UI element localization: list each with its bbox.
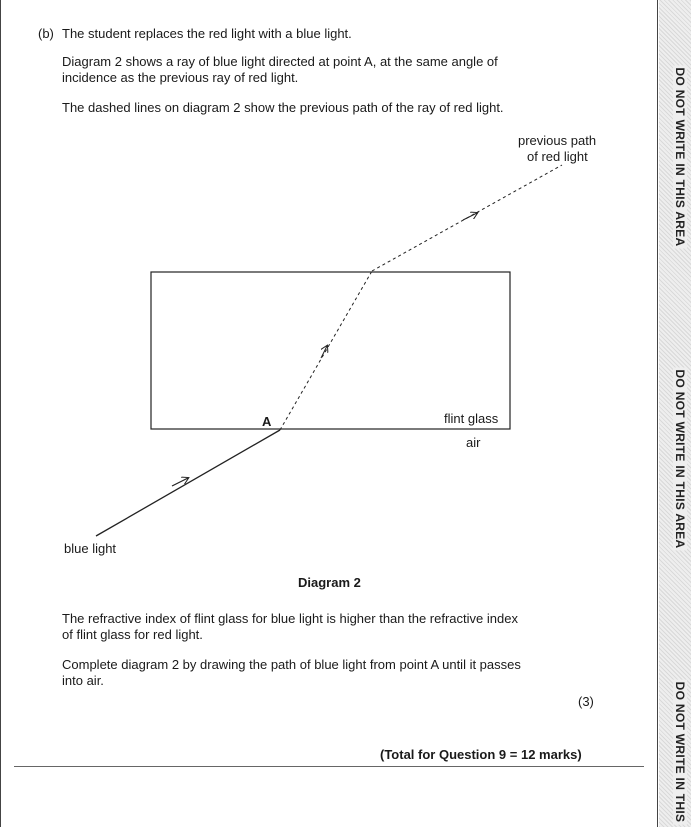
point-a-label: A: [262, 414, 272, 429]
total-marks: (Total for Question 9 = 12 marks): [380, 747, 582, 762]
glass-block: [151, 272, 510, 429]
red-path-in-glass: [280, 271, 372, 430]
diagram-caption: Diagram 2: [298, 575, 361, 590]
incident-ray: [96, 430, 280, 536]
margin-warning-middle: DO NOT WRITE IN THIS AREA: [673, 369, 687, 549]
intro-text: The student replaces the red light with a blue light.: [62, 26, 352, 41]
flint-glass-label: flint glass: [444, 411, 499, 426]
previous-path-label-1: previous path: [518, 133, 597, 148]
air-label: air: [466, 435, 481, 450]
para2-text: The dashed lines on diagram 2 show the previous path of the ray of red light.: [62, 100, 504, 115]
para3-line1: The refractive index of flint glass for blue light is higher than the refractive index: [62, 611, 518, 626]
para4-line1: Complete diagram 2 by drawing the path of blue light from point A until it passes: [62, 657, 521, 672]
para1-line2: incidence as the previous ray of red light.: [62, 70, 299, 85]
marks-label: (3): [578, 694, 594, 709]
blue-light-label: blue light: [64, 541, 117, 556]
emergent-arrow: [463, 213, 477, 220]
para1-line1: Diagram 2 shows a ray of blue light directed at point A, at the same angle of: [62, 54, 498, 69]
para3-line2: of flint glass for red light.: [62, 627, 203, 642]
margin-warning-top: DO NOT WRITE IN THIS AREA: [673, 67, 687, 247]
margin-warning-bottom: DO NOT WRITE IN THIS: [673, 681, 687, 823]
para4-line2: into air.: [62, 673, 104, 688]
glass-arrow: [321, 346, 327, 358]
previous-path-label-2: of red light: [527, 149, 588, 164]
part-label: (b): [38, 26, 54, 41]
section-rule: [14, 766, 644, 767]
